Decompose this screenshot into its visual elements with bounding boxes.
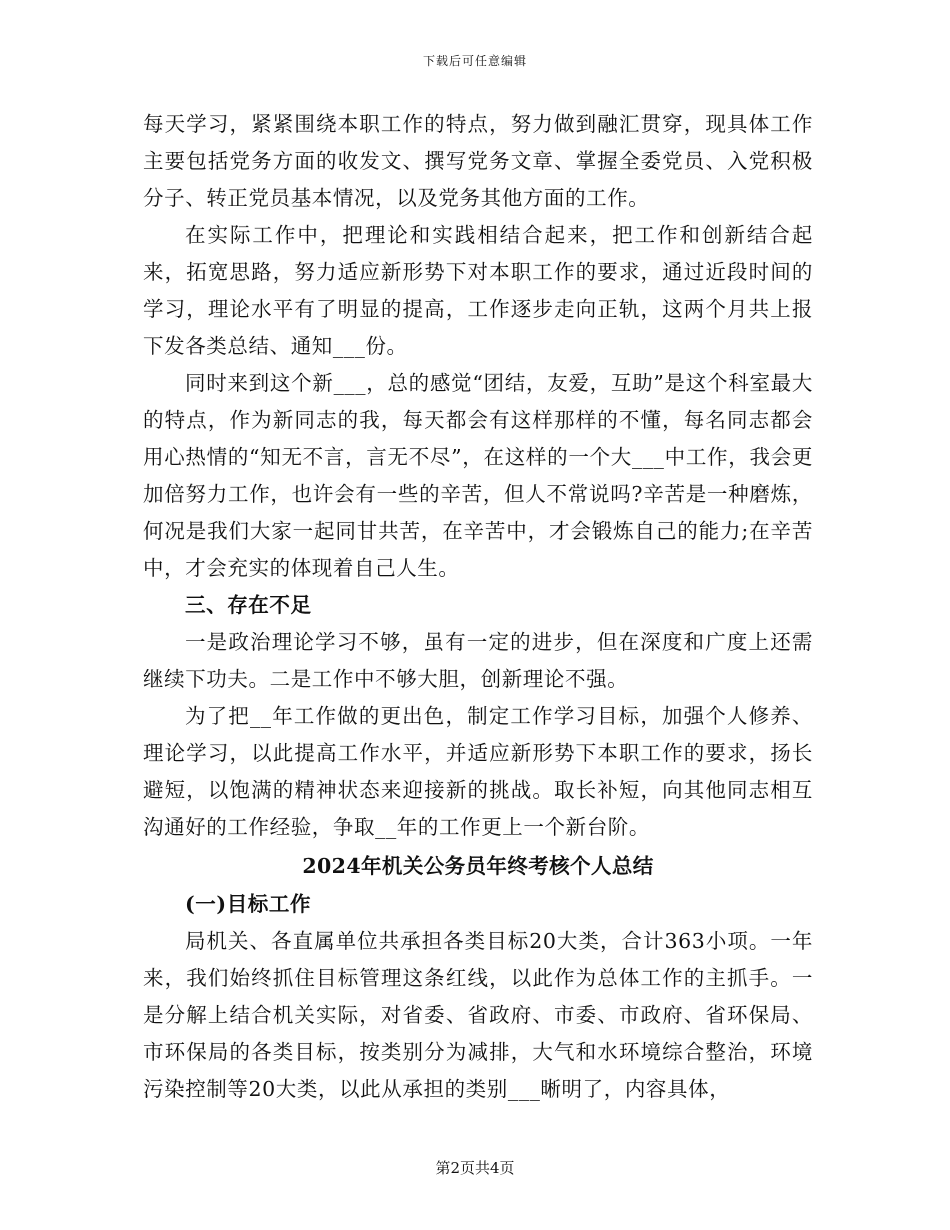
page-footer: 第2页共4页 — [435, 1159, 515, 1177]
document-body — [143, 106, 813, 1108]
document-title: 2024年机关公务员年终考核个人总结 — [302, 854, 654, 878]
paragraph-5: 为了把__年工作做的更出色，制定工作学习目标，加强个人修养、理论学习，以此提高工作水平，并适应新形势下本职工作的要求，扬长避短，以饱满的精神状态来迎接新的挑战。取长补短，向其他同志相互沟通好的工作经验，争取__年的工作更上一个新台阶。 — [143, 704, 813, 839]
paragraph-2: 在实际工作中，把理论和实践相结合起来，把工作和创新结合起来，拓宽思路，努力适应新形势下对本职工作的要求，通过近段时间的学习，理论水平有了明显的提高，工作逐步走向正轨，这两个月共上报下发各类总结、通知___份。 — [143, 223, 813, 358]
paragraph-6: 局机关、各直属单位共承担各类目标20大类，合计363小项。一年来，我们始终抓住目标管理这条红线，以此作为总体工作的主抓手。一是分解上结合机关实际，对省委、省政府、市委、市政府、省环保局、市环保局的各类目标，按类别分为减排，大气和水环境综合整治，环境污染控制等20大类，以此从承担的类别___晰明了，内容具体， — [143, 929, 813, 1101]
paragraph-4: 一是政治理论学习不够，虽有一定的进步，但在深度和广度上还需继续下功夫。二是工作中不够大胆，创新理论不强。 — [143, 630, 813, 691]
paragraph-1: 每天学习，紧紧围绕本职工作的特点，努力做到融汇贯穿，现具体工作主要包括党务方面的收发文、撰写党务文章、掌握全委党员、入党积极分子、转正党员基本情况，以及党务其他方面的工作。 — [143, 112, 813, 210]
paragraph-3: 同时来到这个新___，总的感觉“团结，友爱，互助”是这个科室最大的特点，作为新同志的我，每天都会有这样那样的不懂，每名同志都会用心热情的“知无不言，言无不尽”，在这样的一个大___中工作，我会更加倍努力工作，也许会有一些的辛苦，但人不常说吗?辛苦是一种磨炼，何况是我们大家一起同甘共苦，在辛苦中，才会锻炼自己的能力;在辛苦中，才会充实的体现着自己人生。 — [143, 371, 813, 580]
section-heading-goals: (一)目标工作 — [185, 892, 312, 916]
section-heading-shortcomings: 三、存在不足 — [185, 593, 312, 617]
page-header: 下载后可任意编辑 — [422, 54, 527, 68]
